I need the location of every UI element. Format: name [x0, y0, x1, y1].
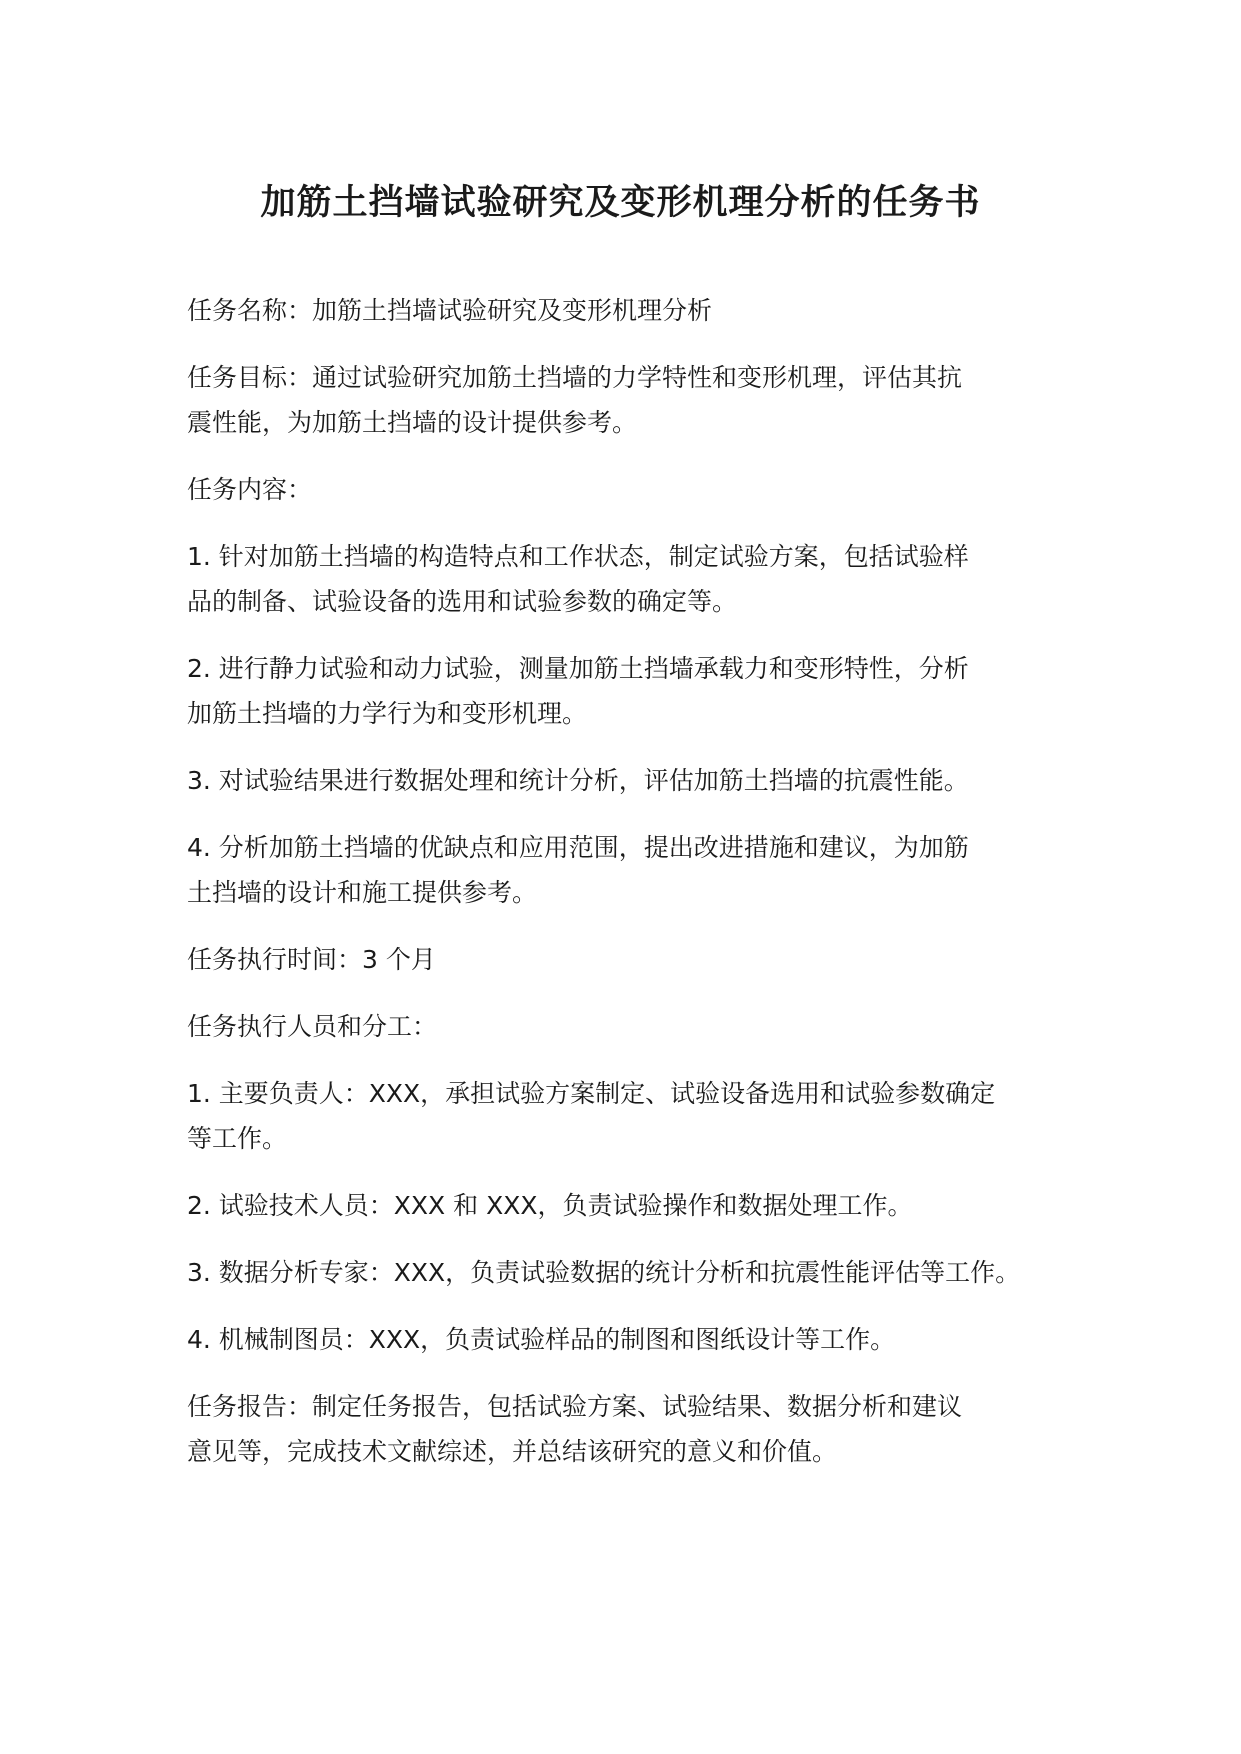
document-title: 加筋土挡墙试验研究及变形机理分析的任务书 — [260, 183, 981, 223]
paragraph — [187, 646, 1067, 736]
paragraph-line: 3. 数据分析专家：XXX，负责试验数据的统计分析和抗震性能评估等工作。 — [187, 1258, 1021, 1287]
paragraph-line: 任务执行时间：3 个月 — [187, 945, 436, 974]
paragraph-line: 1. 主要负责人：XXX，承担试验方案制定、试验设备选用和试验参数确定 — [187, 1079, 996, 1108]
paragraph — [187, 534, 1067, 624]
paragraph-line: 1. 针对加筋土挡墙的构造特点和工作状态，制定试验方案，包括试验样 — [187, 542, 969, 571]
paragraph-line: 4. 分析加筋土挡墙的优缺点和应用范围，提出改进措施和建议，为加筋 — [187, 833, 969, 862]
paragraph-line: 2. 试验技术人员：XXX 和 XXX，负责试验操作和数据处理工作。 — [187, 1191, 913, 1220]
paragraph-line: 加筋土挡墙的力学行为和变形机理。 — [187, 699, 588, 728]
paragraph-line: 4. 机械制图员：XXX，负责试验样品的制图和图纸设计等工作。 — [187, 1325, 896, 1354]
paragraph-line: 任务执行人员和分工： — [187, 1012, 438, 1041]
document-body — [187, 288, 1067, 1496]
paragraph — [187, 1183, 1067, 1228]
paragraph-line: 等工作。 — [187, 1124, 288, 1153]
paragraph — [187, 1250, 1067, 1295]
paragraph-line: 2. 进行静力试验和动力试验，测量加筋土挡墙承载力和变形特性，分析 — [187, 654, 969, 683]
paragraph — [187, 758, 1067, 803]
paragraph-line: 震性能，为加筋土挡墙的设计提供参考。 — [187, 408, 638, 437]
paragraph — [187, 1004, 1067, 1049]
paragraph — [187, 1384, 1067, 1474]
paragraph — [187, 825, 1067, 915]
paragraph-line: 土挡墙的设计和施工提供参考。 — [187, 878, 538, 907]
paragraph — [187, 1071, 1067, 1161]
paragraph — [187, 355, 1067, 445]
paragraph-line: 意见等，完成技术文献综述，并总结该研究的意义和价值。 — [187, 1437, 838, 1466]
paragraph — [187, 288, 1067, 333]
paragraph-line: 任务报告：制定任务报告，包括试验方案、试验结果、数据分析和建议 — [187, 1392, 963, 1421]
paragraph — [187, 937, 1067, 982]
paragraph-line: 任务目标：通过试验研究加筋土挡墙的力学特性和变形机理，评估其抗 — [187, 363, 963, 392]
paragraph — [187, 1317, 1067, 1362]
paragraph — [187, 467, 1067, 512]
paragraph-line: 3. 对试验结果进行数据处理和统计分析，评估加筋土挡墙的抗震性能。 — [187, 766, 969, 795]
paragraph-line: 任务名称：加筋土挡墙试验研究及变形机理分析 — [187, 296, 713, 325]
paragraph-line: 任务内容： — [187, 475, 313, 504]
paragraph-line: 品的制备、试验设备的选用和试验参数的确定等。 — [187, 587, 738, 616]
